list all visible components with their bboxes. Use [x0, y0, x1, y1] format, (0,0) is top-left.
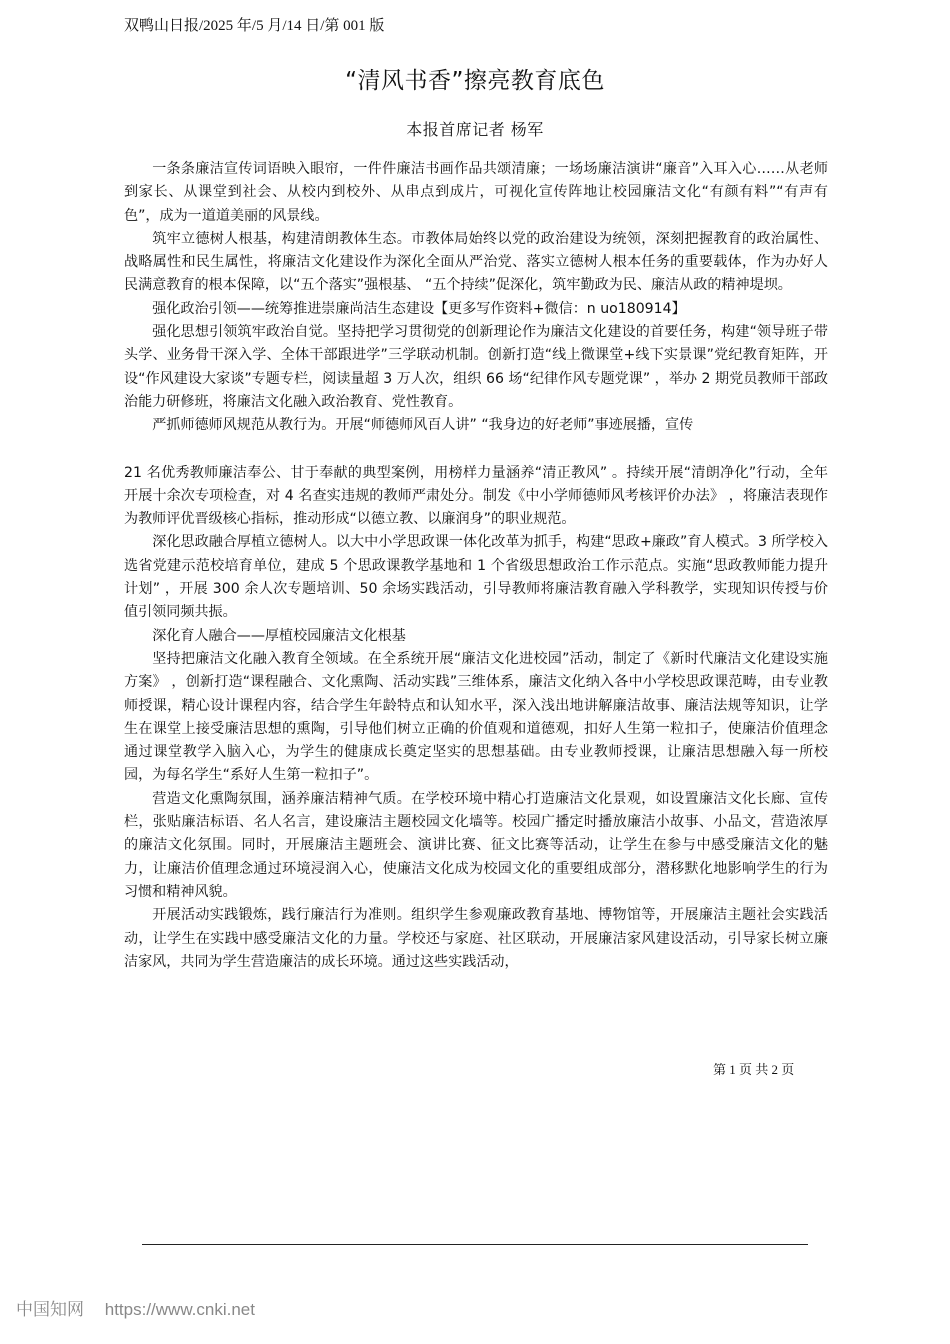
- footer: [16, 1295, 255, 1320]
- article-title: “清风书香”擦亮教育底色: [345, 68, 605, 94]
- paragraph: 筑牢立德树人根基，构建清朗教体生态。市教体局始终以党的政治建设为统领，深刻把握教育的政治属性、战略属性和民生属性，将廉洁文化建设作为深化全面从严治党、落实立德树人根本任务的重要载体，作为办好人民满意教育的根本保障，以“五个落实”强根基、 “五个持续”促深化，筑牢勤政为民、廉洁从政的精神堤坝。: [124, 230, 828, 294]
- paragraph: 强化思想引领筑牢政治自觉。坚持把学习贯彻党的创新理论作为廉洁文化建设的首要任务，构建“领导班子带头学、业务骨干深入学、全体干部跟进学”三学联动机制。创新打造“线上微课堂+线下实景课”党纪教育矩阵，开设“作风建设大家谈”专题专栏，阅读量超 3 万人次，组织 66 场“纪律作风专题党课” ，举办 2 期党员教师干部政治能力研修班，将廉洁文化融入政治教育、党性教育。: [124, 324, 828, 410]
- paragraph: 一条条廉洁宣传词语映入眼帘，一件件廉洁书画作品共颂清廉；一场场廉洁演讲“廉音”入耳入心……从老师到家长、从课堂到社会、从校内到校外、从串点到成片，可视化宣传阵地让校园廉洁文化“有颜有料”“有声有色”，成为一道道美丽的风景线。: [124, 161, 828, 224]
- masthead: 双鸭山日报/2025 年/5 月/14 日/第 001 版: [124, 18, 385, 34]
- cnki-brand: 中国知网: [16, 1300, 84, 1319]
- paragraph: 深化思政融合厚植立德树人。以大中小学思政课一体化改革为抓手，构建“思政+廉政”育人模式。3 所学校入选省党建示范校培育单位，建成 5 个思政课教学基地和 1 个省级思想政治工作示范点。实施“思政教师能力提升计划” ，开展 300 余人次专题培训、50 余场实践活动，引导教师将廉洁教育融入学科教学，实现知识传授与价值引领同频共振。: [124, 534, 828, 621]
- paragraph: 21 名优秀教师廉洁奉公、甘于奉献的典型案例，用榜样力量涵养“清正教风” 。持续开展“清朗净化”行动，全年开展十余次专项检查，对 4 名查实违规的教师严肃处分。制发《中小学师德师风考核评价办法》 ，将廉洁表现作为教师评优晋级核心指标，推动形成“以德立教、以廉润身”的职业规范。: [124, 464, 828, 528]
- paragraph: 严抓师德师风规范从教行为。开展“师德师风百人讲” “我身边的好老师”事迹展播，宣传: [152, 417, 694, 434]
- paragraph: 营造文化熏陶氛围，涵养廉洁精神气质。在学校环境中精心打造廉洁文化景观，如设置廉洁文化长廊、宣传栏，张贴廉洁标语、名人名言，建设廉洁主题校园文化墙等。校园广播定时播放廉洁小故事、小品文，营造浓厚的廉洁文化氛围。同时，开展廉洁主题班会、演讲比赛、征文比赛等活动，让学生在参与中感受廉洁文化的魅力，让廉洁价值理念通过环境浸润入心，使廉洁文化成为校园文化的重要组成部分，潜移默化地影响学生的行为习惯和精神风貌。: [124, 790, 828, 900]
- paragraph-gap: [124, 438, 828, 462]
- article-body: [124, 158, 828, 974]
- footer-divider: [142, 1244, 808, 1245]
- byline: 本报首席记者 杨军: [406, 120, 544, 139]
- paragraph: 开展活动实践锻炼，践行廉洁行为准则。组织学生参观廉政教育基地、博物馆等，开展廉洁主题社会实践活动，让学生在实践中感受廉洁文化的力量。学校还与家庭、社区联动，开展廉洁家风建设活动，引导家长树立廉洁家风，共同为学生营造廉洁的成长环境。通过这些实践活动，: [124, 907, 828, 970]
- cnki-url-link[interactable]: https://www.cnki.net: [104, 1300, 255, 1319]
- section-heading: 强化政治引领——统筹推进崇廉尚洁生态建设【更多写作资料+微信：n uo180914】: [152, 300, 686, 317]
- page-indicator: 第 1 页 共 2 页: [713, 1062, 795, 1077]
- paragraph: 坚持把廉洁文化融入教育全领域。在全系统开展“廉洁文化进校园”活动，制定了《新时代廉洁文化建设实施方案》 ，创新打造“课程融合、文化熏陶、活动实践”三维体系，廉洁文化纳入各中小学校思政课范畴，由专业教师授课，精心设计课程内容，结合学生年龄特点和认知水平，深入浅出地讲解廉洁故事、廉洁法规等知识，让学生在课堂上接受廉洁思想的熏陶，引导他们树立正确的价值观和道德观，扣好人生第一粒扣子，使廉洁价值理念通过课堂教学入脑入心，为学生的健康成长奠定坚实的思想基础。由专业教师授课，让廉洁思想融入每一所校园，为每名学生“系好人生第一粒扣子”。: [124, 650, 828, 784]
- section-heading: 深化育人融合——厚植校园廉洁文化根基: [152, 627, 406, 644]
